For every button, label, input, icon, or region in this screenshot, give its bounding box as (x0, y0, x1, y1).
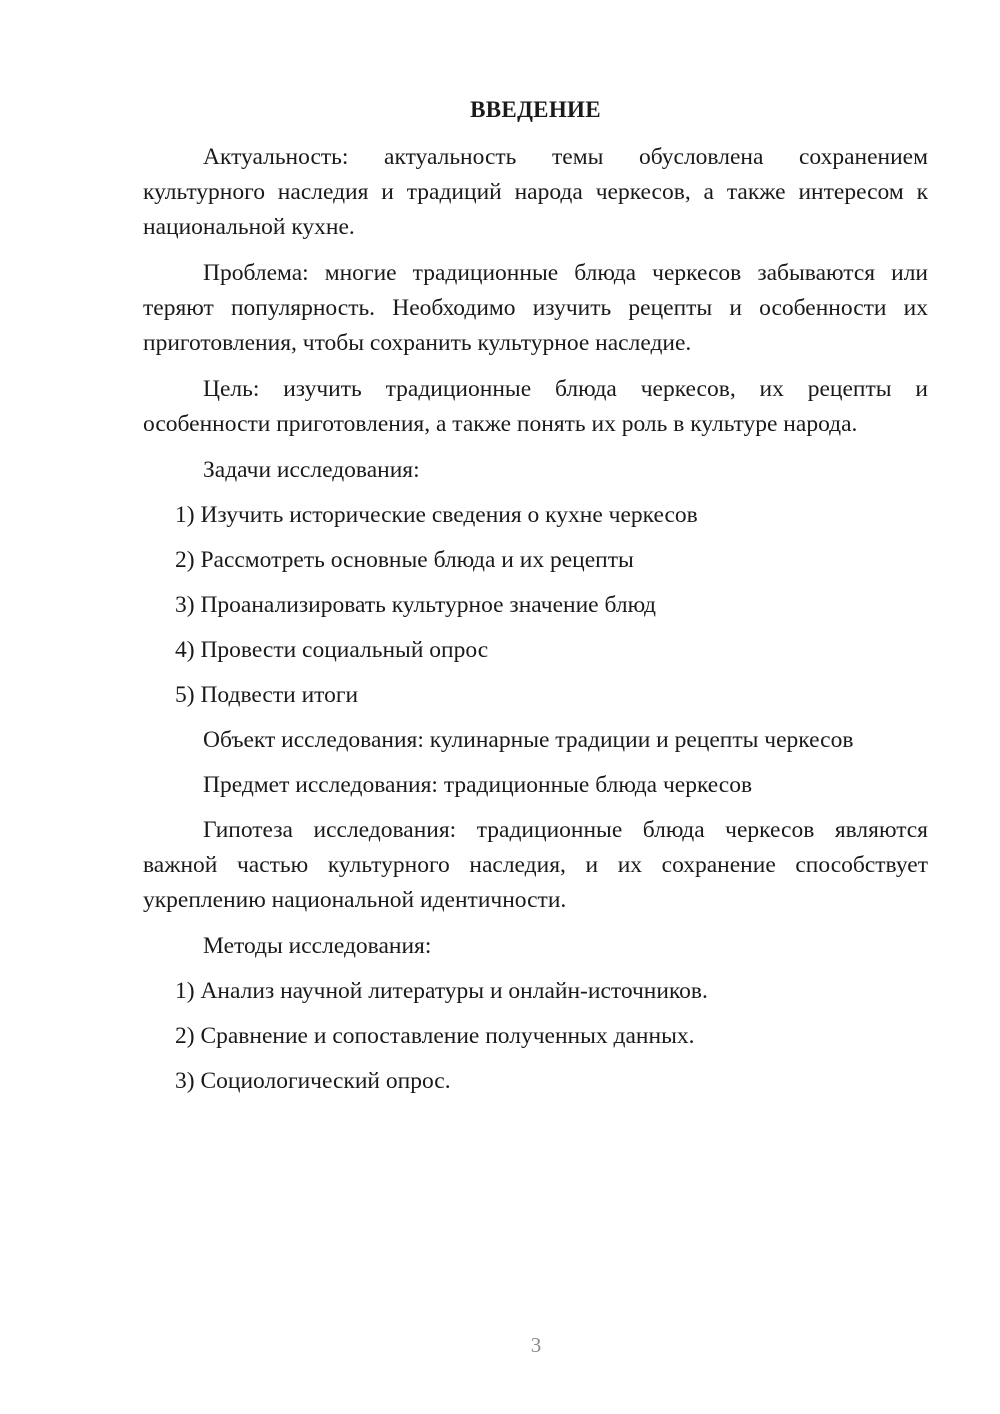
list-item: 3) Проанализировать культурное значение блюд (175, 592, 656, 618)
hypothesis-paragraph: Гипотеза исследования: традиционные блюда черкесов являются важной частью культурного наследия, и их сохранение способствует укреплению национальной идентичности. (143, 817, 928, 913)
list-item: 1) Изучить исторические сведения о кухне черкесов (175, 502, 698, 528)
page-title: ВВЕДЕНИЕ (470, 97, 601, 122)
list-item: 3) Социологический опрос. (175, 1068, 451, 1094)
methods-list (143, 974, 928, 1099)
list-item: 2) Рассмотреть основные блюда и их рецепты (175, 547, 634, 573)
subject-paragraph: Предмет исследования: традиционные блюда черкесов (203, 772, 753, 798)
list-item: 4) Провести социальный опрос (175, 637, 489, 663)
list-item: 2) Сравнение и сопоставление полученных данных. (175, 1023, 695, 1049)
methods-heading: Методы исследования: (203, 933, 432, 959)
relevance-paragraph: Актуальность: актуальность темы обусловлена сохранением культурного наследия и традиций народа черкесов, а также интересом к национальной кухне. (143, 144, 928, 240)
problem-paragraph: Проблема: многие традиционные блюда черкесов забываются или теряют популярность. Необходимо изучить рецепты и особенности их приготовления, чтобы сохранить культурное наследие. (143, 260, 928, 356)
list-item: 1) Анализ научной литературы и онлайн-источников. (175, 978, 708, 1004)
object-paragraph: Объект исследования: кулинарные традиции и рецепты черкесов (203, 727, 854, 753)
page-content (143, 92, 928, 1109)
tasks-list (143, 498, 928, 713)
tasks-heading: Задачи исследования: (203, 457, 420, 483)
goal-paragraph: Цель: изучить традиционные блюда черкесов, их рецепты и особенности приготовления, а также понять их роль в культуре народа. (143, 376, 928, 437)
list-item: 5) Подвести итоги (175, 682, 359, 708)
page-number: 3 (530, 1333, 542, 1357)
